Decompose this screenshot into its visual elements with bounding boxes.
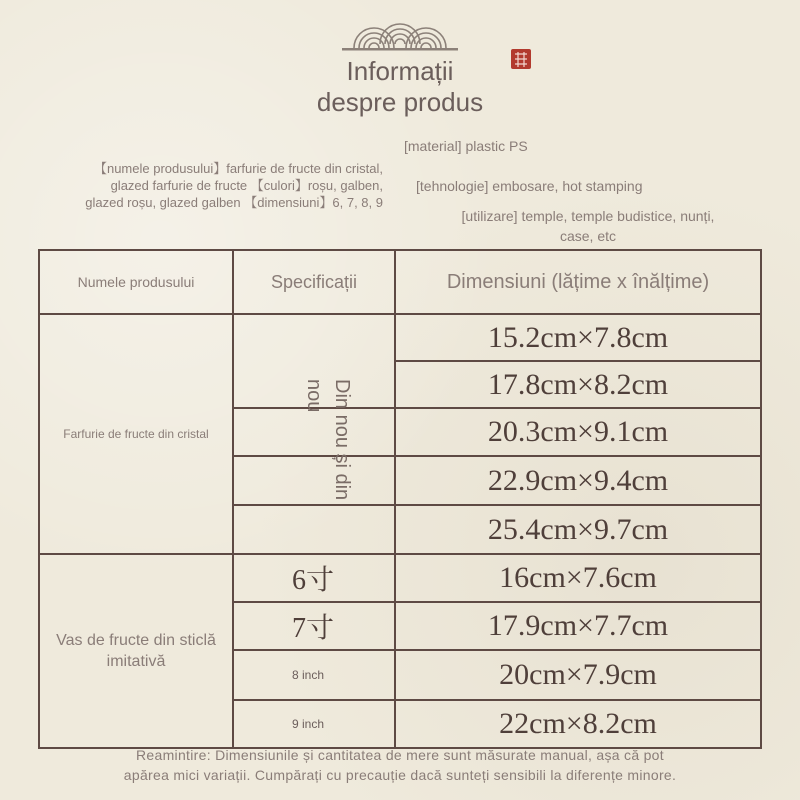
spec-cell: 9 inch	[292, 717, 325, 731]
dimension-cell: 25.4cm×9.7cm	[487, 512, 669, 546]
spec-table	[38, 249, 762, 749]
header-dimensions: Dimensiuni (lățime x înălțime)	[446, 270, 710, 293]
spec-cell: 8 inch	[292, 668, 325, 682]
title-line: Informații	[346, 56, 454, 86]
product-info-summary	[38, 160, 383, 211]
info-line: 【numele produsului】farfurie de fructe din cristal,	[93, 161, 383, 176]
spec-cell: 6寸	[292, 565, 335, 596]
header-product-name: Numele produsului	[77, 274, 195, 290]
header-specifications: Specificații	[270, 271, 358, 292]
group-name-crystal: Farfurie de fructe din cristal	[63, 427, 209, 441]
dimension-cell: 17.8cm×8.2cm	[487, 367, 669, 401]
dimension-cell: 20.3cm×9.1cm	[487, 415, 669, 448]
reminder-line: Reamintire: Dimensiunile și cantitatea de mere sunt măsurate manual, așa că pot	[136, 747, 664, 763]
title-line: despre produs	[316, 87, 484, 117]
spec-vertical-label: Din nou și din nou	[303, 379, 353, 501]
reminder-line: apărea mici variații. Cumpărați cu precauție dacă sunteți sensibili la diferențe minore.	[123, 767, 677, 783]
dimension-cell: 22.9cm×9.4cm	[487, 463, 669, 497]
page-title	[0, 56, 800, 118]
dimension-cell: 17.9cm×7.7cm	[487, 609, 669, 642]
dimension-cell: 20cm×7.9cm	[499, 658, 657, 691]
group-name-glass: Vas de fructe din sticlă imitativă	[56, 632, 216, 670]
info-usage	[408, 206, 768, 246]
info-line: [utilizare] temple, temple budistice, nunți,	[461, 208, 715, 224]
wave-arc-logo-icon	[340, 14, 460, 54]
reminder-note	[0, 745, 800, 785]
dimension-cell: 15.2cm×7.8cm	[487, 320, 669, 354]
info-line: case, etc	[559, 228, 617, 244]
dimension-cell: 22cm×8.2cm	[499, 707, 657, 740]
dimension-cell: 16cm×7.6cm	[499, 561, 657, 594]
info-technology: [tehnologie] embosare, hot stamping	[416, 178, 643, 194]
info-material: [material] plastic PS	[404, 138, 528, 154]
info-line: glazed farfurie de fructe 【culori】roșu, galben,	[110, 178, 383, 193]
info-line: glazed roșu, glazed galben 【dimensiuni】6, 7, 8, 9	[85, 195, 383, 210]
spec-cell: 7寸	[292, 613, 335, 644]
